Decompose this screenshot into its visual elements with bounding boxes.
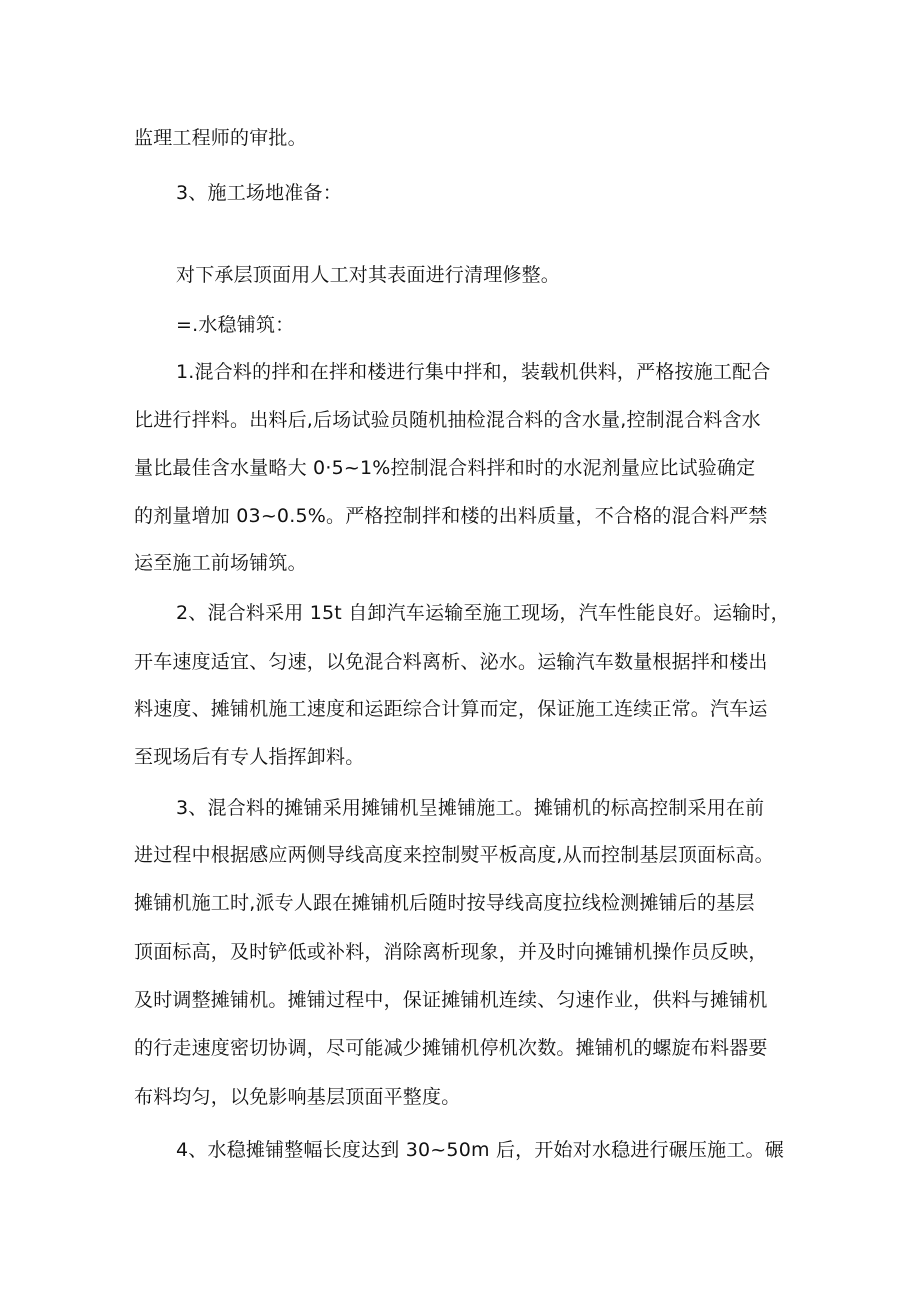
text-line: 比进行拌料。出料后,后场试验员随机抽检混合料的含水量,控制混合料含水 xyxy=(134,409,761,431)
text-line: 4、水稳摊铺整幅长度达到 30~50m 后，开始对水稳进行碾压施工。碾 xyxy=(176,1139,784,1161)
text-line: 开车速度适宜、匀速，以免混合料离析、泌水。运输汽车数量根据拌和楼出 xyxy=(134,651,768,673)
text-line: 3、混合料的摊铺采用摊铺机呈摊铺施工。摊铺机的标高控制采用在前 xyxy=(176,797,765,819)
text-line: 运至施工前场铺筑。 xyxy=(134,552,307,574)
section-heading: 3、施工场地准备： xyxy=(176,182,342,204)
text-line: 进过程中根据感应两侧导线高度来控制熨平板高度,从而控制基层顶面标高。 xyxy=(134,844,774,866)
text-line: 料速度、摊铺机施工速度和运距综合计算而定，保证施工连续正常。汽车运 xyxy=(134,698,768,720)
text-line: 布料均匀，以免影响基层顶面平整度。 xyxy=(134,1086,461,1108)
section-heading: =.水稳铺筑： xyxy=(176,314,295,336)
text-line: 及时调整摊铺机。摊铺过程中，保证摊铺机连续、匀速作业，供料与摊铺机 xyxy=(134,989,768,1011)
text-line: 摊铺机施工时,派专人跟在摊铺机后随时按导线高度拉线检测摊铺后的基层 xyxy=(134,892,755,914)
text-line: 2、混合料采用 15t 自卸汽车运输至施工现场，汽车性能良好。运输时， xyxy=(176,602,790,624)
text-line: 1.混合料的拌和在拌和楼进行集中拌和，装载机供料，严格按施工配合 xyxy=(176,361,771,383)
text-line: 量比最佳含水量略大 0·5~1%控制混合料拌和时的水泥剂量应比试验确定 xyxy=(134,457,756,479)
text-line: 顶面标高，及时铲低或补料，消除离析现象，并及时向摊铺机操作员反映， xyxy=(134,941,768,963)
text-line: 至现场后有专人指挥卸料。 xyxy=(134,746,365,768)
text-line: 的行走速度密切协调，尽可能减少摊铺机停机次数。摊铺机的螺旋布料器要 xyxy=(134,1037,768,1059)
text-line: 监理工程师的审批。 xyxy=(134,127,307,149)
text-line: 对下承层顶面用人工对其表面进行清理修整。 xyxy=(176,264,561,286)
text-line: 的剂量增加 03~0.5%。严格控制拌和楼的出料质量，不合格的混合料严禁 xyxy=(134,505,768,527)
